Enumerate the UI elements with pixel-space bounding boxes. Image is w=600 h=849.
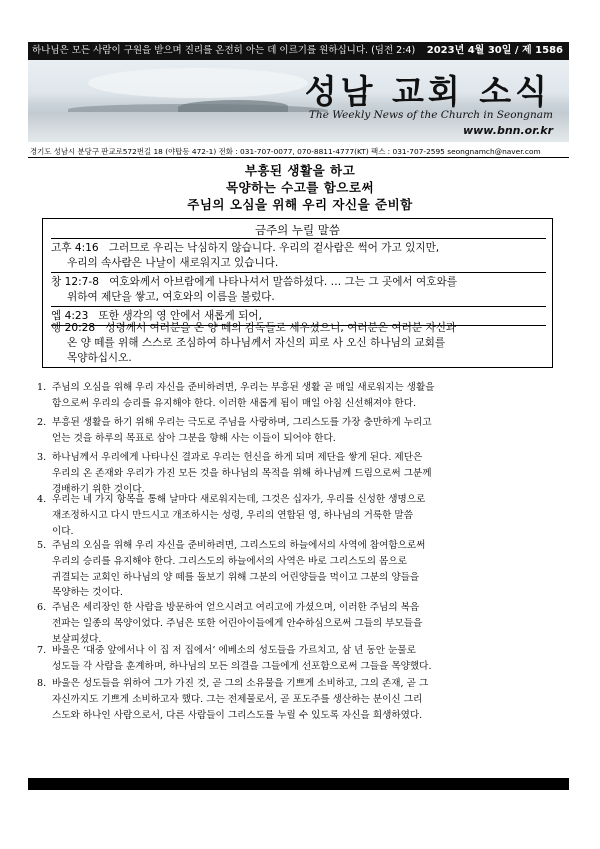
point-text: 하나님께서 우리에게 나타나신 결과로 우리는 헌신을 하게 되며 제단을 쌓게 된다. 제단은 [52,452,423,463]
church-address: 경기도 성남시 분당구 판교로572번길 18 (야탑동 472-1) 전화 : 031-707-0077, 070-8811-4777(KT) 팩스 : 031-707-2595 seongnamch@naver.com [30,147,541,156]
newsletter-title: 성남 교회 소식 [304,72,551,111]
website-link[interactable]: www.bnn.or.kr [462,124,553,137]
point-text: 전파는 일종의 목양이었다. 주님은 또한 어린아이들에게 안수하심으로써 그들의 부모들을 [52,617,423,629]
point-item [37,643,560,675]
motto-verse: 하나님은 모든 사람이 구원을 받으며 진리를 온전히 아는 데 이르기를 원하십니다. [32,45,369,56]
point-item [37,380,560,412]
point-item [37,415,560,447]
verse-item [51,241,544,271]
verse-text: 그러므로 우리는 낙심하지 않습니다. 우리의 겉사람은 썩어 가고 있지만, [108,242,440,254]
point-text: 바울은 ‘대중 앞에서나 이 집 저 집에서’ 에베소의 성도들을 가르치고, 삼 년 동안 눈물로 [52,645,416,656]
verse-text: 우리의 속사람은 나날이 새로워지고 있습니다. [67,257,279,269]
verse-text: 여호와께서 아브람에게 나타나셔서 말씀하셨다. … 그는 그 곳에서 여호와를 [109,276,457,288]
verse-divider [51,306,546,307]
point-text: 스도와 하나인 사람으로서, 다른 사람들이 그리스도를 누릴 수 있도록 자신을 희생하였다. [52,709,423,721]
header-motto-bar [28,42,569,60]
point-text: 주님은 세리장인 한 사람을 방문하여 얻으시려고 여리고에 가셨으며, 이러한 주님의 복음 [52,602,420,613]
point-number: 6. [37,602,47,613]
point-text: 바울은 성도들을 위하여 그가 가진 것, 곧 그의 소유물을 기쁘게 소비하고, 그의 존재, 곧 그 [52,678,429,689]
point-text: 우리의 승리를 유지해야 한다. 그리스도의 하늘에서의 사역은 바로 그리스도의 몸으로 [52,555,407,567]
verse-text: 위하여 제단을 쌓고, 여호와의 이름을 불렀다. [67,291,275,303]
point-item [37,600,560,647]
motto-reference: (딤전 2:4) [371,45,416,56]
point-number: 2. [37,417,47,428]
verse-text: 목양하십시오. [67,352,132,364]
point-item [37,676,560,723]
point-number: 7. [37,645,47,656]
verse-reference: 행 20:28 [51,322,96,334]
point-item [37,450,560,497]
point-text: 주님의 오심을 위해 우리 자신을 준비하려면, 우리는 부흥된 생활 곧 매일 새로워지는 생활을 [52,382,435,393]
point-text: 우리의 온 존재와 우리가 가진 모든 것을 하나님의 목적을 위해 하나님께 드림으로써 그분께 [52,467,432,479]
point-text: 귀결되는 교회인 하나님의 양 떼를 돌보기 위해 그분의 어린양들을 먹이고 그분의 양들을 [52,571,420,583]
point-text: 부흥된 생활을 하기 위해 우리는 극도로 주님을 사랑하며, 그리스도를 가장 충만하게 누리고 [52,417,432,428]
theme-line-3: 주님의 오심을 위해 우리 자신을 준비함 [187,197,413,212]
point-text: 이다. [52,525,74,537]
banner-cloud [88,68,308,98]
point-text: 주님의 오심을 위해 우리 자신을 준비하려면, 그리스도의 하늘에서의 사역에 참여함으로써 [52,540,426,551]
verse-reference: 창 12:7-8 [51,276,99,288]
verse-reference: 고후 4:16 [51,242,99,254]
verse-text: 또한 생각의 영 안에서 새롭게 되어, [98,310,262,322]
point-number: 5. [37,540,47,551]
theme-line-1: 부흥된 생활을 하고 [244,163,356,178]
verse-item [51,321,544,366]
point-text: 보살피셨다. [52,633,102,645]
point-number: 3. [37,452,47,463]
verse-text: 성령께서 여러분을 온 양 떼의 감독들로 세우셨으니, 여러분은 여러분 자신과 [105,322,457,334]
point-number: 4. [37,494,47,505]
weekly-verses-box [42,218,553,368]
point-text: 얻는 것을 하루의 목표로 삼아 그분을 향해 사는 이들이 되어야 한다. [52,432,336,444]
verses-title-divider [51,238,546,239]
point-item [37,538,560,601]
point-text: 경배하기 위한 것이다. [52,483,145,495]
motto-text [32,42,415,60]
issue-date: 2023년 4월 30일 / 제 1586 [426,45,563,56]
masthead-banner [28,60,569,142]
point-text: 우리는 네 가지 항목을 통해 날마다 새로워지는데, 그것은 십자가, 우리를 신성한 생명으로 [52,494,426,505]
point-number: 1. [37,382,47,393]
point-text: 자신까지도 기쁘게 소비하고자 했다. 그는 전제물로서, 곧 포도주를 생산하는 분이신 그리 [52,693,423,705]
point-item [37,492,560,539]
verse-divider [51,272,546,273]
point-number: 8. [37,678,47,689]
verse-reference: 엡 4:23 [51,310,89,322]
verse-text: 온 양 떼를 위해 스스로 조심하여 하나님께서 자신의 피로 사 오신 하나님의 교회를 [67,337,446,349]
theme-line-2: 목양하는 수고를 함으로써 [225,180,375,195]
header-divider [28,157,569,158]
footer-bar [28,778,569,790]
point-text: 목양하는 것이다. [52,587,123,599]
point-text: 재조정하시고 다시 만드시고 개조하시는 성령, 우리의 연합된 영, 하나님의 거룩한 말씀 [52,509,413,521]
newsletter-subtitle: The Weekly News of the Church in Seongnam [308,109,553,121]
verse-item [51,275,544,305]
verses-title: 금주의 누릴 말씀 [254,223,341,237]
point-text: 성도들 각 사람을 훈계하며, 하나님의 모든 의결을 그들에게 선포함으로써 그들을 목양했다. [52,660,432,672]
point-text: 함으로써 우리의 승리를 유지해야 한다. 이러한 새롭게 됨이 매일 아침 신선해져야 한다. [52,397,417,409]
